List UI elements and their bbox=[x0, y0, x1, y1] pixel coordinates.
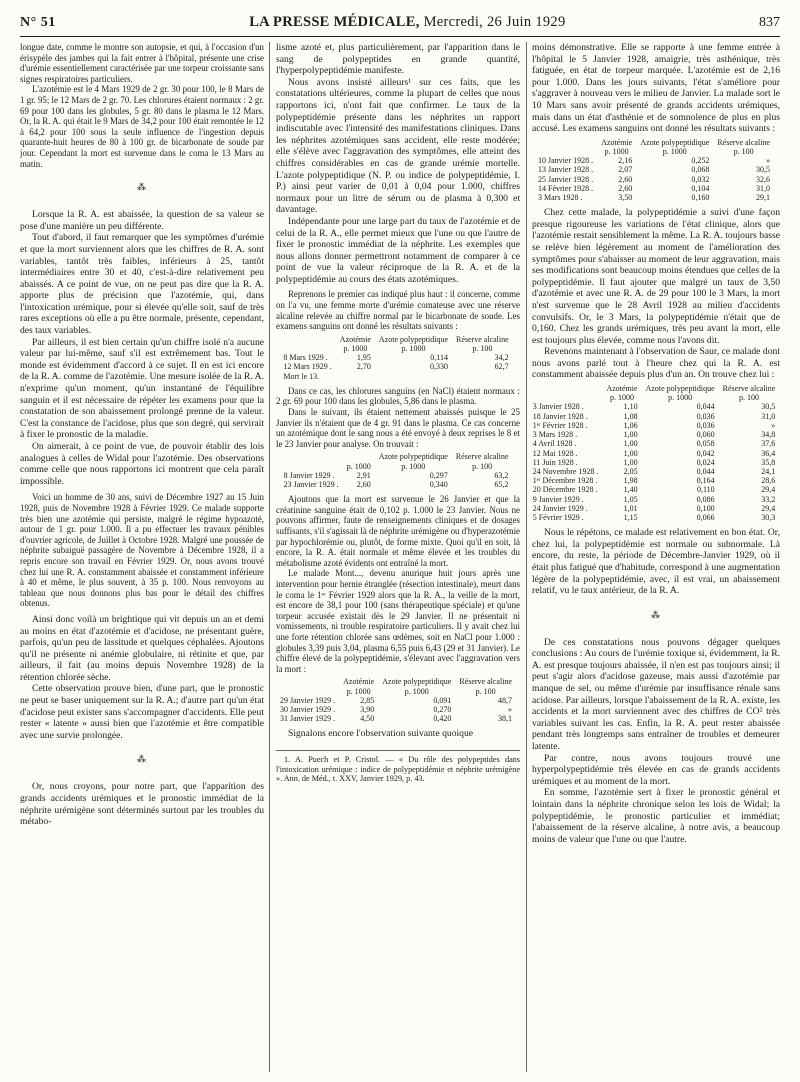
table-unit bbox=[283, 344, 335, 353]
table-cell: 0,164 bbox=[696, 476, 715, 486]
section-separator: ⁂ bbox=[137, 754, 147, 765]
table-cell: 3 Mars 1928 . bbox=[532, 430, 578, 440]
table-cell: 0,044 bbox=[696, 402, 715, 412]
table-header: Azote polypeptidique bbox=[378, 334, 448, 344]
table-header: Azotémie bbox=[343, 677, 375, 687]
table-cell: » bbox=[771, 420, 776, 430]
table-header: Réserve alcaline bbox=[717, 137, 770, 147]
table-cell: 25 Janvier 1928 . bbox=[538, 174, 594, 184]
table-cell: 29,4 bbox=[761, 485, 776, 495]
table-cell: 62,7 bbox=[494, 362, 509, 372]
paragraph: Cette observation prouve bien, d'une part, que le pronostic ne peut se baser uniquement sur la R. A.; d'autre part qu'un état d'acidose peut exister sans s'accompagner d'accidents. Elle peut rester « latente » aussi bien que l'azotémie et être compatible avec une survie prolongée. bbox=[20, 683, 264, 741]
table-cell: 2,07 bbox=[618, 165, 633, 175]
table-header: Réserve alcaline bbox=[455, 452, 509, 462]
table-header bbox=[283, 335, 335, 344]
table-cell: 24 Novembre 1928 . bbox=[532, 466, 599, 476]
paragraph: Or, nous croyons, pour notre part, que l'apparition des grands accidents urémiques et le pronostic immédiat de la néphrite urémigène sont déterminés surtout par les troubles du métabo- bbox=[20, 781, 264, 828]
table-unit: p. 100 bbox=[733, 146, 754, 156]
table-cell: 8 Mars 1929 . bbox=[283, 353, 328, 363]
table-cell: 0,330 bbox=[430, 362, 448, 372]
table-row bbox=[538, 165, 774, 174]
paragraph: Le malade Mont..., devenu anurique huit jours après une intervention pour hernie étranglée (résection intestinale), meurt dans le coma le 1ᵉʳ Février 1929 alors que la R. A., la veille de la mort, est encore de 38,1 pour 100 (sans thérapeutique spéciale) et qu'une torpeur accusée existait dès le 29 Janvier. Il ne présentait ni vomissements, ni trouble respiratoire particuliers. Il y avait chez lui une forte rétention chlorée sans œdèmes, soit en NaCl pour 1.000 : globules 3,39 puis 3,04, plasma 6,55 puis 6,43 (29 et 31 Janvier). Le chiffre élevé de la polypeptidémie, s'élevant avec l'aggravation vers la mort : bbox=[276, 568, 520, 674]
paragraph: De ces constatations nous pouvons dégager quelques conclusions : Au cours de l'urémie toxique si, évidemment, la R. A. est presque toujours abaissée, il n'en est pas toujours ainsi; il peut s'agir alors d'acidose gazeuse, mais aussi d'azotémie par manque de sel, ou même d'urémie par insuffisance rénale sans acidose. Par ailleurs, lorsque l'abaissement de la R. A. existe, les accidents et la mort surviennent avec des chiffres de CO² très variables suivant les cas. Enfin, la R. A. peut rester abaissée pendant très longtemps sans entraîner de troubles et demeurer latente. bbox=[532, 636, 780, 753]
paragraph: moins démonstrative. Elle se rapporte à une femme entrée à l'hôpital le 5 Janvier 1928, amaigrie, très asthénique, très fatiguée, en état de torpeur marquée. L'azotémie est de 2,16 pour 1.000. Dans les jours suivants, l'état s'améliore pour s'aggraver à nouveau vers le milieu de Janvier. La malade sort le 10 Mars sans avoir présenté de grands accidents urémiques, mais dans un état d'asthénie et de somnolence de plus en plus accusé. Les examens sanguins ont donné les résultats suivants : bbox=[532, 42, 780, 135]
paragraph: Chez cette malade, la polypeptidémie a suivi d'une façon presque rigoureuse les variations de l'état clinique, alors que l'azotémie restait sensiblement la même. La R. A. toujours basse se relève bien légèrement au moment de l'amélioration des symptômes pour s'abaisser au moment de leur aggravation, mais ses modifications sont beaucoup moins étendues que celles de la polypeptidémie. Il faut ajouter que malgré un taux de 3,50 d'azotémie et avec une R. A. de 29 pour 100 le 3 Mars, la mort n'est survenue que le 28 Avril 1928 au milieu d'accidents convulsifs. Or, le 3 Mars, la polypeptidémie n'était que de 0,160. Chez les grands urémiques, très peu avant la mort, elle est toujours plus élevée, comme nous l'avons dit. bbox=[532, 207, 780, 346]
table-cell: 0,114 bbox=[430, 353, 448, 363]
table-unit bbox=[280, 687, 339, 696]
table-unit: p. 1000 bbox=[668, 393, 693, 403]
paragraph: L'azotémie est le 4 Mars 1929 de 2 gr. 30 pour 100, le 8 Mars de 1 gr. 95; le 12 Mars de 2 gr. 70. Les chlorures étaient normaux : 2 gr. 69 pour 100 dans les globules, 5 gr. 80 dans le plasma le 12 Mars. Or, la R. A. qui était le 9 Mars de 34,2 pour 100 était remontée le 12 à 64,2 pour 100 sous la seule influence de l'ingestion depuis quarante-huit heures de 80 à 100 gr. de bicarbonate de soude par jour. Cependant la mort est survenue dans le coma le 13 Mars au matin. bbox=[20, 84, 264, 169]
journal-title bbox=[249, 14, 565, 31]
table-header: Réserve alcaline bbox=[459, 677, 512, 687]
table-cell: 2,70 bbox=[356, 362, 371, 372]
table-row bbox=[538, 175, 774, 184]
table-row bbox=[533, 412, 780, 421]
paragraph: Indépendante pour une large part du taux de l'azotémie et de celui de la R. A., elle permet mieux que l'une ou que l'autre de fixer le pronostic immédiat de la néphrite. Les exemples que nous allons donner permettront notamment de comparer à ce point de vue la valeur réciproque de la R. A. et de la polypeptidémie au cours des états azotémiques. bbox=[276, 215, 520, 285]
table-cell: 2,85 bbox=[360, 695, 375, 705]
table-cell: 5 Février 1929 . bbox=[532, 512, 584, 522]
table-row bbox=[283, 362, 512, 371]
table-cell: 0,036 bbox=[696, 411, 715, 421]
table-unit bbox=[533, 393, 603, 402]
table-unit: p. 1000 bbox=[610, 393, 634, 403]
paragraph: Lorsque la R. A. est abaissée, la question de sa valeur se pose d'une manière un peu différente. bbox=[20, 209, 264, 232]
table-cell: 12 Mars 1929 . bbox=[283, 362, 332, 372]
journal-name: LA PRESSE MÉDICALE, bbox=[249, 14, 420, 30]
paragraph: Signalons encore l'observation suivante quoique bbox=[288, 728, 474, 740]
table-cell: 0,036 bbox=[696, 420, 715, 430]
table-cell: 29,1 bbox=[755, 192, 770, 202]
table-cell: 31 Janvier 1929 . bbox=[280, 714, 336, 724]
table-row bbox=[280, 714, 516, 723]
table-cell: 30,5 bbox=[755, 165, 770, 175]
table-unit: p. 100 bbox=[472, 344, 493, 354]
case-report: Voici un homme de 30 ans, suivi de Décembre 1927 au 15 Juin 1928, puis de Novembre 1928 à Février 1929. Ce malade supporte très bien une azotémie qui persiste, malgré le régime hypoazoté, autour de 1 gr. pour 1.000. Il a pu effectuer les travaux pénibles d'ouvrier agricole, de Juillet à Octobre 1928. Malgré une poussée de néphrite subaiguë passagère de Novembre à Décembre 1928, il a repris encore son travail en Février 1929. Or, nous avons trouvé chez lui une R. A. constamment abaissée et constamment inférieure à 40 et même, le plus souvent, à 35 p. 100. Nous renvoyons au tableau que nous donnons plus bas pour le détail des chiffres obtenus. bbox=[20, 492, 264, 609]
paragraph: Nous avons insisté ailleurs¹ sur ces faits, que les constatations ultérieures, comme la plupart de celles que nous rapportons ici, n'ont fait que confirmer. Le taux de la polypeptidémie présente dans les néphrites un rapport indiscutable avec l'intensité des manifestations cliniques. Dans les néphrites azotémiques sans accident, elle reste modérée; elle s'élève avec l'aggravation des symptômes, elle atteint des chiffres considérables en cas de grande urémie mortelle. L'azote polypeptidique (N. P. ou indice de polypeptidémie, I. P.) ainsi peut varier de 0,01 à 0,04 pour 1.000, chiffres normaux pour un litre de sérum ou de plasma à 0,300 et davantage. bbox=[276, 76, 520, 216]
table-cell: 35,8 bbox=[761, 457, 776, 467]
table-cell: 0,032 bbox=[691, 174, 710, 184]
table-cell: 3,50 bbox=[618, 192, 633, 202]
table-cell: » bbox=[765, 156, 770, 166]
table-unit: p. 1000 bbox=[346, 686, 371, 696]
table-cell: 2,60 bbox=[356, 480, 371, 490]
table-cell: 1ᵉʳ Février 1928 . bbox=[532, 420, 588, 430]
table-header bbox=[538, 138, 597, 147]
table-cell: 0,058 bbox=[696, 439, 715, 449]
table-unit: p. 1000 bbox=[662, 146, 687, 156]
table-row bbox=[280, 705, 516, 714]
table-cell: 14 Février 1928 . bbox=[538, 183, 594, 193]
table-cell: 29,4 bbox=[761, 503, 776, 513]
table-cell: 1,15 bbox=[623, 512, 638, 522]
table-cell: 1,00 bbox=[623, 439, 638, 449]
data-table-4 bbox=[538, 138, 774, 202]
table-header bbox=[533, 384, 603, 393]
table-header: Azote polypeptidique bbox=[382, 677, 452, 687]
table-row bbox=[533, 485, 780, 494]
table-row bbox=[533, 504, 780, 513]
table-row bbox=[533, 430, 780, 439]
table-cell: 31,0 bbox=[761, 411, 776, 421]
table-unit: p. 1000 bbox=[604, 146, 629, 156]
table-cell: 1,00 bbox=[623, 457, 638, 467]
table-row bbox=[533, 402, 780, 411]
table-cell: 48,7 bbox=[497, 695, 512, 705]
table-cell: 0,252 bbox=[691, 156, 710, 166]
table-unit: p. 1000 bbox=[346, 461, 371, 471]
table-row bbox=[533, 467, 780, 476]
table-cell: 2,05 bbox=[623, 466, 638, 476]
table-cell: 1,05 bbox=[623, 494, 638, 504]
table-row bbox=[538, 156, 774, 165]
table-cell: 36,4 bbox=[761, 448, 776, 458]
table-cell: 0,340 bbox=[429, 480, 448, 490]
table-row bbox=[533, 476, 780, 485]
table-header: Azote polypeptidique bbox=[640, 137, 710, 147]
table-header: Azotémie bbox=[339, 334, 371, 344]
issue-date: Mercredi, 26 Juin 1929 bbox=[423, 14, 566, 30]
table-unit: p. 100 bbox=[738, 393, 759, 403]
table-cell: 9 Janvier 1929 . bbox=[532, 494, 584, 504]
column-rule bbox=[526, 42, 527, 1072]
table-cell: 0,100 bbox=[696, 503, 715, 513]
table-unit: p. 1000 bbox=[343, 344, 368, 354]
paragraph: Dans le suivant, ils étaient nettement abaissés puisque le 25 Janvier ils n'étaient que de 4 gr. 91 dans le plasma. Ce cas concerne un azotémique dont le sang nous a été envoyé à deux reprises le 8 et le 23 Janvier pour analyse. On trouvait : bbox=[276, 407, 520, 449]
table-cell: 1,10 bbox=[623, 402, 638, 412]
table-cell: 8 Janvier 1929 . bbox=[283, 470, 335, 480]
table-cell: 0,068 bbox=[691, 165, 710, 175]
table-header: Azote polypeptidique bbox=[378, 452, 448, 462]
paragraph: En somme, l'azotémie sert à fixer le pronostic général et lointain dans la néphrite chronique selon les lois de Widal; la polypeptidémie, le pronostic particulier et immédiat; l'abaissement de la réserve alcaline, à notre avis, a beaucoup moins de valeur que l'une ou que l'autre. bbox=[532, 787, 780, 845]
table-row bbox=[533, 495, 780, 504]
section-separator: ⁂ bbox=[651, 609, 661, 620]
table-cell: 1,40 bbox=[623, 485, 638, 495]
paragraph: Tout d'abord, il faut remarquer que les symptômes d'urémie et que la mort surviennent alors que les chiffres de R. A. sont variables, tantôt très faibles, inférieurs à 25, tantôt intermédiaires entre 30 et 40, c'est-à-dire relativement peu abaissés. A ce point de vue, on ne peut pas dire que la R. A. apporte plus de précision que l'azotémie, qui, dans l'intoxication urémique, pour si élevée qu'elle soit, sauf de très rares exceptions où elle a pu être normale, présente, cependant, des taux variables. bbox=[20, 232, 264, 337]
table-cell: 24 Janvier 1929 . bbox=[532, 503, 588, 513]
table-cell: 31,0 bbox=[755, 183, 770, 193]
table-cell: 63,2 bbox=[494, 470, 509, 480]
section-separator: ⁂ bbox=[137, 182, 147, 193]
table-row bbox=[533, 421, 780, 430]
table-cell: 1ᵉʳ Décembre 1928 . bbox=[532, 476, 598, 486]
column-left bbox=[20, 42, 264, 1072]
table-cell: 1,95 bbox=[356, 353, 371, 363]
table-cell: 0,110 bbox=[696, 485, 715, 495]
data-table-2 bbox=[284, 452, 513, 489]
table-cell: 0,042 bbox=[696, 448, 715, 458]
paragraph: Nous le répétons, ce malade est relativement en bon état. Or, chez lui, la polypeptidémie est normale ou subnormale. Là encore, du reste, la période de Décembre-Janvier 1929, où il était plus fatigué que d'habitude, correspond à une augmentation légère de la polypeptidémie, avec, il est vrai, un abaissement relatif, vu le taux antérieur, de la R. A. bbox=[532, 527, 780, 597]
table-cell: 3,90 bbox=[360, 704, 375, 714]
table-cell: 11 Juin 1928 . bbox=[532, 457, 578, 467]
page-header bbox=[20, 14, 780, 37]
table-unit: p. 1000 bbox=[404, 686, 429, 696]
column-middle bbox=[276, 42, 520, 1072]
table-cell: 0,091 bbox=[433, 695, 452, 705]
table-cell: 0,044 bbox=[696, 466, 715, 476]
table-cell: 1,00 bbox=[623, 448, 638, 458]
paragraph: On aimerait, à ce point de vue, de pouvoir établir des lois analogues à celles de Widal pour l'azotémie. Des observations comme celle que nous rapportons ici montrent que cela paraît impossible. bbox=[20, 441, 264, 487]
table-cell: 24,1 bbox=[761, 466, 776, 476]
table-cell: 30,3 bbox=[761, 512, 776, 522]
page-number: 837 bbox=[759, 15, 780, 30]
paragraph: Par contre, nous avons toujours trouvé une hyperpolypeptidémie très élevée en cas de grands accidents urémiques et au moment de la mort. bbox=[532, 752, 780, 787]
table-header: Azote polypeptidique bbox=[645, 384, 715, 394]
table-cell: 1,06 bbox=[623, 420, 638, 430]
table-cell: 28,6 bbox=[761, 476, 776, 486]
table-cell: 33,2 bbox=[761, 494, 776, 504]
table-note: Mort le 13. bbox=[283, 371, 320, 381]
paragraph: lisme azoté et, plus particulièrement, par l'apparition dans le sang de polypeptides en grande quantité, l'hyperpolypeptidémie manifeste. bbox=[276, 42, 520, 77]
data-table-5 bbox=[533, 384, 780, 522]
table-cell: 23 Janvier 1929 . bbox=[283, 480, 339, 490]
table-header: Azotémie bbox=[601, 137, 633, 147]
table-row bbox=[538, 193, 774, 202]
table-cell: 20 Décembre 1928 . bbox=[532, 485, 598, 495]
paragraph: Ainsi donc voilà un brightique qui vit depuis un an et demi au moins en état d'azotémie et d'acidose, ne présentant guère, parfois, qu'un peu de lassitude et quelques céphalées. Ajoutons qu'il ne présente ni anémie globulaire, ni rétinite et que, par ailleurs, il fait (au moins depuis Novembre 1928) de la rétention chlorée sèche. bbox=[20, 613, 264, 683]
table-cell: 2,60 bbox=[618, 174, 633, 184]
column-rule bbox=[269, 42, 270, 1072]
table-header: Réserve alcaline bbox=[722, 384, 776, 394]
table-cell: 30 Janvier 1929 . bbox=[280, 704, 336, 714]
data-table-1 bbox=[283, 335, 512, 381]
table-header bbox=[280, 677, 339, 686]
table-header bbox=[284, 452, 343, 461]
table-cell: 0,297 bbox=[429, 470, 448, 480]
column-right bbox=[532, 42, 780, 1072]
paragraph: Ajoutons que la mort est survenue le 26 Janvier et que la créatinine sanguine était de 0,102 p. 1.000 le 23 Janvier. Nous ne pouvons affirmer, faute de renseignements cliniques et de dosages suffisants, s'il s'agissait là de néphrite urémigène ou d'hyperazotémie par hypochlorémie ou, plutôt, de forme mixte. Quoi qu'il en soit, là encore, la R. A. était normale et même élevée et les troubles du métabolisme azoté évidents ont entraîné la mort. bbox=[276, 494, 520, 568]
table-unit: p. 1000 bbox=[401, 461, 426, 471]
table-cell: 0,066 bbox=[696, 512, 715, 522]
table-cell: 34,8 bbox=[761, 430, 776, 440]
table-cell: 0,086 bbox=[696, 494, 715, 504]
table-row bbox=[284, 480, 513, 489]
table-cell: 4,50 bbox=[360, 714, 375, 724]
table-row bbox=[280, 696, 516, 705]
paragraph: longue date, comme le montre son autopsie, et qui, à l'occasion d'un érisypèle des jambes qui la fait entrer à l'hôpital, présente une crise d'urémie essentiellement caractérisée par une torpeur croissante sans signes respiratoires particuliers. bbox=[20, 42, 264, 84]
table-cell: 0,160 bbox=[691, 192, 710, 202]
table-cell: 2,60 bbox=[618, 183, 633, 193]
table-cell: 30,5 bbox=[761, 402, 776, 412]
issue-number: N° 51 bbox=[20, 15, 56, 30]
table-cell: 2,91 bbox=[356, 470, 371, 480]
table-cell: 10 Janvier 1928 . bbox=[538, 156, 594, 166]
paragraph: Dans ce cas, les chlorures sanguins (en NaCl) étaient normaux : 2 gr. 69 pour 100 dans les globules, 5,86 dans le plasma. bbox=[276, 385, 520, 407]
paragraph: Reprenons le premier cas indiqué plus haut : il concerne, comme on l'a vu, une femme morte d'urémie comateuse avec une réserve alcaline relevée au chiffre normal par le bicarbonate de soude. Les examens sanguins ont donné les résultats suivants : bbox=[276, 289, 520, 332]
table-cell: 0,060 bbox=[696, 430, 715, 440]
table-cell: 12 Mai 1928 . bbox=[532, 448, 578, 458]
table-unit bbox=[538, 147, 597, 156]
table-cell: 2,16 bbox=[618, 156, 633, 166]
table-row bbox=[284, 471, 513, 480]
table-unit bbox=[284, 462, 343, 471]
table-cell: 0,420 bbox=[433, 714, 452, 724]
table-cell: 32,6 bbox=[755, 174, 770, 184]
table-cell: 18 Janvier 1928 . bbox=[532, 411, 588, 421]
table-row bbox=[533, 449, 780, 458]
table-cell: 0,104 bbox=[691, 183, 710, 193]
table-unit: p. 1000 bbox=[401, 344, 426, 354]
table-cell: 1,01 bbox=[623, 503, 638, 513]
table-row bbox=[538, 184, 774, 193]
table-cell: 1,08 bbox=[623, 411, 638, 421]
table-cell: 3 Mars 1928 . bbox=[538, 192, 583, 202]
table-row bbox=[283, 353, 512, 362]
paragraph: Revenons maintenant à l'observation de Saur, ce malade dont nous avons parlé tout à l'heure chez qui la R. A. est constamment abaissée depuis plus d'un an. On trouve chez lui : bbox=[532, 346, 780, 381]
table-cell: 37,6 bbox=[761, 439, 776, 449]
table-cell: 0,270 bbox=[433, 704, 452, 714]
table-row bbox=[533, 513, 780, 522]
table-cell: 0,024 bbox=[696, 457, 715, 467]
table-unit: p. 100 bbox=[472, 461, 493, 471]
table-cell: 34,2 bbox=[494, 353, 509, 363]
table-header: Réserve alcaline bbox=[456, 334, 509, 344]
table-unit: p. 100 bbox=[475, 686, 496, 696]
table-cell: 38,1 bbox=[497, 714, 512, 724]
table-row bbox=[533, 439, 780, 448]
table-row bbox=[533, 458, 780, 467]
table-cell: 1,00 bbox=[623, 430, 638, 440]
table-cell: 3 Janvier 1928 . bbox=[532, 402, 584, 412]
table-cell: 13 Janvier 1928 . bbox=[538, 165, 594, 175]
paragraph: Par ailleurs, il est bien certain qu'un chiffre isolé n'a aucune valeur par lui-même, sauf s'il est extrêmement bas. Tout le monde est évidemment d'accord à ce sujet. Il en est ici encore de la R. A. comme de l'azotémie. Une mesure isolée de la R. A. n'exprime qu'un moment, qu'un instantané de l'équilibre sanguin et il est nécessaire de répéter les examens pour que la constatation de son abaissement prolongé prenne de la valeur. C'est la constance de l'acidose, plus que son degré, qui servirait à fixer le pronostic de la maladie. bbox=[20, 336, 264, 441]
table-cell: » bbox=[507, 704, 512, 714]
data-table-3 bbox=[280, 677, 516, 723]
table-header: Azotémie bbox=[606, 384, 638, 394]
table-cell: 29 Janvier 1929 . bbox=[280, 695, 336, 705]
footnote: 1. A. Puech et P. Cristol. — « Du rôle des polypeptides dans l'intoxication urémique : indice de polypeptidémie et néphrite urémigène ». Ann. de Méd., t. XXV, Janvier 1929, p. 43. bbox=[276, 750, 520, 784]
table-cell: 65,2 bbox=[494, 480, 509, 490]
table-cell: 4 Avril 1928 . bbox=[532, 439, 577, 449]
table-cell: 1,98 bbox=[623, 476, 638, 486]
